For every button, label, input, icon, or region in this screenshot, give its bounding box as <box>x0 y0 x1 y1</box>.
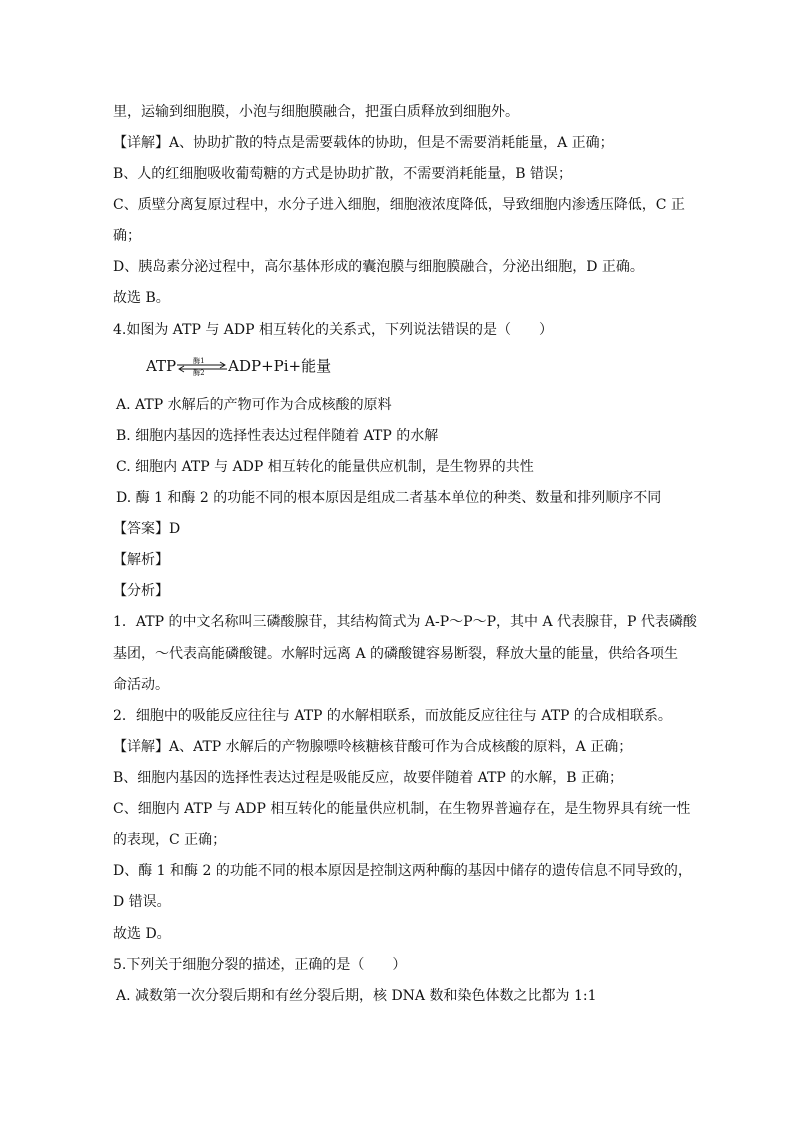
text-line: 【详解】A、ATP 水解后的产物腺嘌呤核糖核苷酸可作为合成核酸的原料，A 正确； <box>113 739 633 755</box>
option-d: D. 酶 1 和酶 2 的功能不同的根本原因是组成二者基本单位的种类、数量和排列顺序不同 <box>116 490 662 506</box>
text-line: D、酶 1 和酶 2 的功能不同的根本原因是控制这两种酶的基因中储存的遗传信息不同导致的， <box>113 863 692 879</box>
text-line: 基团，～代表高能磷酸键。水解时远离 A 的磷酸键容易断裂，释放大量的能量，供给各项生 <box>113 646 679 662</box>
option-c: C. 细胞内 ATP 与 ADP 相互转化的能量供应机制，是生物界的共性 <box>116 459 534 475</box>
text-line: 的表现，C 正确； <box>113 832 227 848</box>
option-a: A. ATP 水解后的产物可作为合成核酸的原料 <box>116 397 392 413</box>
atp-adp-equation <box>146 356 331 378</box>
analysis-subheading: 【分析】 <box>113 583 169 599</box>
option-b: B. 细胞内基因的选择性表达过程伴随着 ATP 的水解 <box>116 428 439 444</box>
text-line: 故选 D。 <box>113 926 171 942</box>
text-line: 命活动。 <box>113 677 169 693</box>
enzyme-1-label: 酶1 <box>193 357 205 365</box>
question-4-stem: 4.如图为 ATP 与 ADP 相互转化的关系式，下列说法错误的是（ ） <box>113 322 554 338</box>
text-line: 2．细胞中的吸能反应往往与 ATP 的水解相联系，而放能反应往往与 ATP 的合成相联系。 <box>113 708 672 724</box>
text-line: B、人的红细胞吸收葡萄糖的方式是协助扩散，不需要消耗能量，B 错误； <box>113 166 573 182</box>
text-line: D 错误。 <box>113 894 171 910</box>
text-line: 里，运输到细胞膜，小泡与细胞膜融合，把蛋白质释放到细胞外。 <box>113 104 519 120</box>
analysis-heading: 【解析】 <box>113 552 169 568</box>
text-line: 确； <box>113 228 141 244</box>
reversible-arrow-icon <box>176 357 228 377</box>
enzyme-2-label: 酶2 <box>193 369 205 377</box>
text-line: D、胰岛素分泌过程中，高尔基体形成的囊泡膜与细胞膜融合，分泌出细胞，D 正确。 <box>113 259 644 275</box>
text-line: 故选 B。 <box>113 290 170 306</box>
answer-line: 【答案】D <box>113 521 181 537</box>
question-5-stem: 5.下列关于细胞分裂的描述，正确的是（ ） <box>113 957 407 973</box>
equation-right: ADP+Pi+能量 <box>228 357 332 375</box>
text-line: 【详解】A、协助扩散的特点是需要载体的协助，但是不需要消耗能量，A 正确； <box>113 135 614 151</box>
text-line: 1．ATP 的中文名称叫三磷酸腺苷，其结构简式为 A-P～P～P，其中 A 代表腺苷，P 代表磷酸 <box>113 614 697 630</box>
text-line: C、细胞内 ATP 与 ADP 相互转化的能量供应机制，在生物界普遍存在，是生物界具有统一性 <box>113 801 691 817</box>
text-line: B、细胞内基因的选择性表达过程是吸能反应，故要伴随着 ATP 的水解，B 正确； <box>113 770 624 786</box>
text-line: C、质壁分离复原过程中，水分子进入细胞，细胞液浓度降低，导致细胞内渗透压降低，C 正 <box>113 197 685 213</box>
option-5a: A. 减数第一次分裂后期和有丝分裂后期，核 DNA 数和染色体数之比都为 1:1 <box>116 988 597 1004</box>
equation-left: ATP <box>146 357 177 375</box>
